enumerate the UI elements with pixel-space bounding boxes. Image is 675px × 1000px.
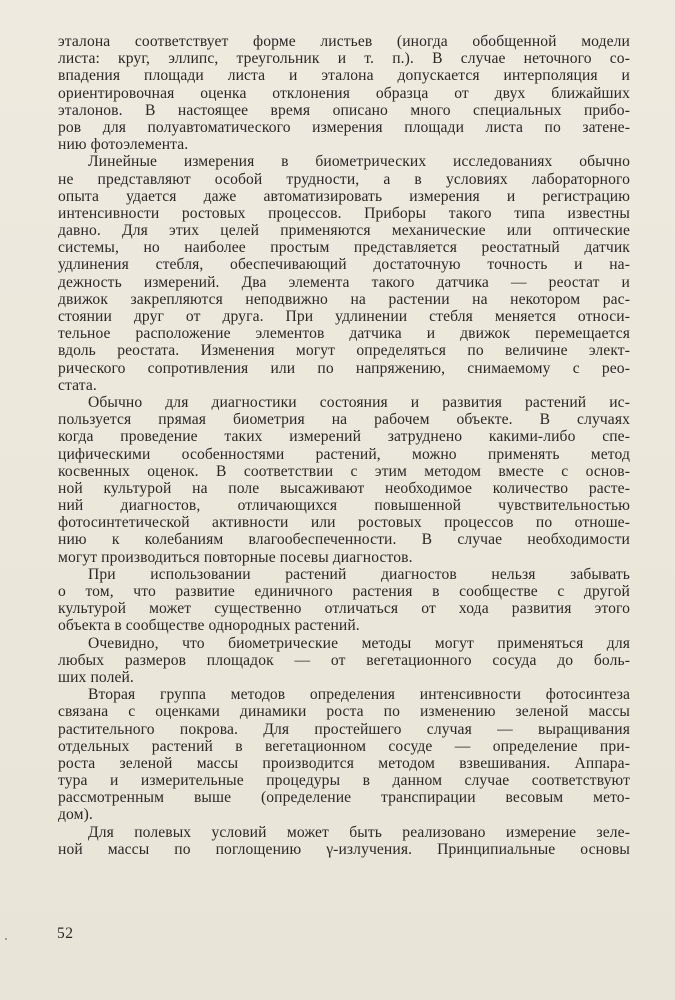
text-line: интенсивности ростовых процессов. Приборы такого типа известны	[58, 204, 630, 222]
text-line: Для полевых условий может быть реализовано измерение зеле-	[88, 823, 630, 841]
body-text	[58, 33, 630, 858]
text-line: роста зеленой массы производится методом взвешивания. Аппара-	[58, 754, 630, 772]
text-line: Вторая группа методов определения интенсивности фотосинтеза	[88, 686, 630, 704]
text-line: тельное расположение элементов датчика и движок перемещается	[58, 325, 630, 343]
paragraph	[58, 153, 630, 394]
text-line: движок закрепляются неподвижно на растении на некотором рас-	[58, 290, 630, 308]
text-line: любых размеров площадок — от вегетационного сосуда до боль-	[58, 651, 630, 669]
text-line: растительного покрова. Для простейшего случая — выращивания	[58, 720, 630, 738]
text-line: эталонов. В настоящее время описано много специальных прибо-	[58, 101, 630, 119]
text-line: Линейные измерения в биометрических исследованиях обычно	[88, 153, 630, 171]
text-line: пользуется прямая биометрия на рабочем объекте. В случаях	[58, 411, 630, 429]
text-line: Обычно для диагностики состояния и развития растений ис-	[88, 393, 630, 411]
paper-speck	[5, 938, 7, 940]
paragraph	[58, 33, 630, 153]
text-line: удлинения стебля, обеспечивающий достаточную точность и на-	[58, 256, 630, 274]
text-line: дежность измерений. Два элемента такого датчика — реостат и	[58, 273, 630, 291]
text-line: нию фотоэлемента.	[58, 136, 189, 154]
text-line: вдоль реостата. Изменения могут определяться по величине элект-	[58, 342, 630, 360]
text-line: При использовании растений диагностов нельзя забывать	[88, 565, 630, 583]
text-line: системы, но наиболее простым представляется реостатный датчик	[58, 239, 630, 257]
text-line: связана с оценками динамики роста по изменению зеленой массы	[58, 703, 630, 721]
text-line: впадения площади листа и эталона допускается интерполяция и	[58, 67, 630, 85]
text-line: дом).	[58, 806, 93, 824]
text-line: опыта удается даже автоматизировать измерения и регистрацию	[58, 187, 630, 205]
text-line: Очевидно, что биометрические методы могут применяться для	[88, 634, 630, 652]
text-line: культурой может существенно отличаться от хода развития этого	[58, 600, 630, 618]
paragraph	[58, 635, 630, 687]
text-line: ной культурой на поле высаживают необходимое количество расте-	[58, 479, 630, 497]
text-line: нию к колебаниям влагообеспеченности. В случае необходимости	[58, 531, 630, 549]
paragraph	[58, 566, 630, 635]
text-line: ров для полуавтоматического измерения площади листа по затене-	[58, 118, 630, 136]
text-line: эталона соответствует форме листьев (иногда обобщенной модели	[58, 33, 630, 50]
text-line: объекта в сообществе однородных растений.	[58, 617, 360, 635]
text-line: стата.	[58, 376, 97, 394]
text-line: фотосинтетической активности или ростовых процессов по отноше-	[58, 514, 630, 532]
text-line: рассмотренным выше (определение транспирации весовым мето-	[58, 789, 630, 807]
page-number: 52	[57, 925, 74, 942]
text-line: тура и измерительные процедуры в данном случае соответствуют	[58, 772, 630, 790]
paragraph	[58, 686, 630, 824]
text-line: не представляют особой трудности, а в условиях лабораторного	[58, 170, 630, 188]
paragraph	[58, 824, 630, 858]
paragraph	[58, 394, 630, 566]
text-line: листа: круг, эллипс, треугольник и т. п.). В случае неточного со-	[58, 50, 630, 68]
text-line: давно. Для этих целей применяются механические или оптические	[58, 222, 630, 240]
text-line: цифическими особенностями растений, можно применять метод	[58, 445, 630, 463]
text-line: ориентировочная оценка отклонения образца от двух ближайших	[58, 84, 630, 102]
text-line: могут производиться повторные посевы диагностов.	[58, 548, 413, 566]
text-line: о том, что развитие единичного растения в сообществе с другой	[58, 583, 630, 600]
text-line: когда проведение таких измерений затруднено какими-либо спе-	[58, 428, 630, 446]
text-line: косвенных оценок. В соответствии с этим методом вместе с основ-	[58, 462, 630, 480]
text-line: стоянии друг от друга. При удлинении стебля меняется относи-	[58, 308, 630, 325]
text-line: ших полей.	[58, 668, 134, 686]
text-line: ной массы по поглощению γ-излучения. Принципиальные основы	[58, 840, 630, 858]
text-line: отдельных растений в вегетационном сосуде — определение при-	[58, 737, 630, 755]
text-line: ний диагностов, отличающихся повышенной чувствительностью	[58, 497, 630, 515]
text-line: рического сопротивления или по напряжению, снимаемому с рео-	[58, 359, 630, 377]
